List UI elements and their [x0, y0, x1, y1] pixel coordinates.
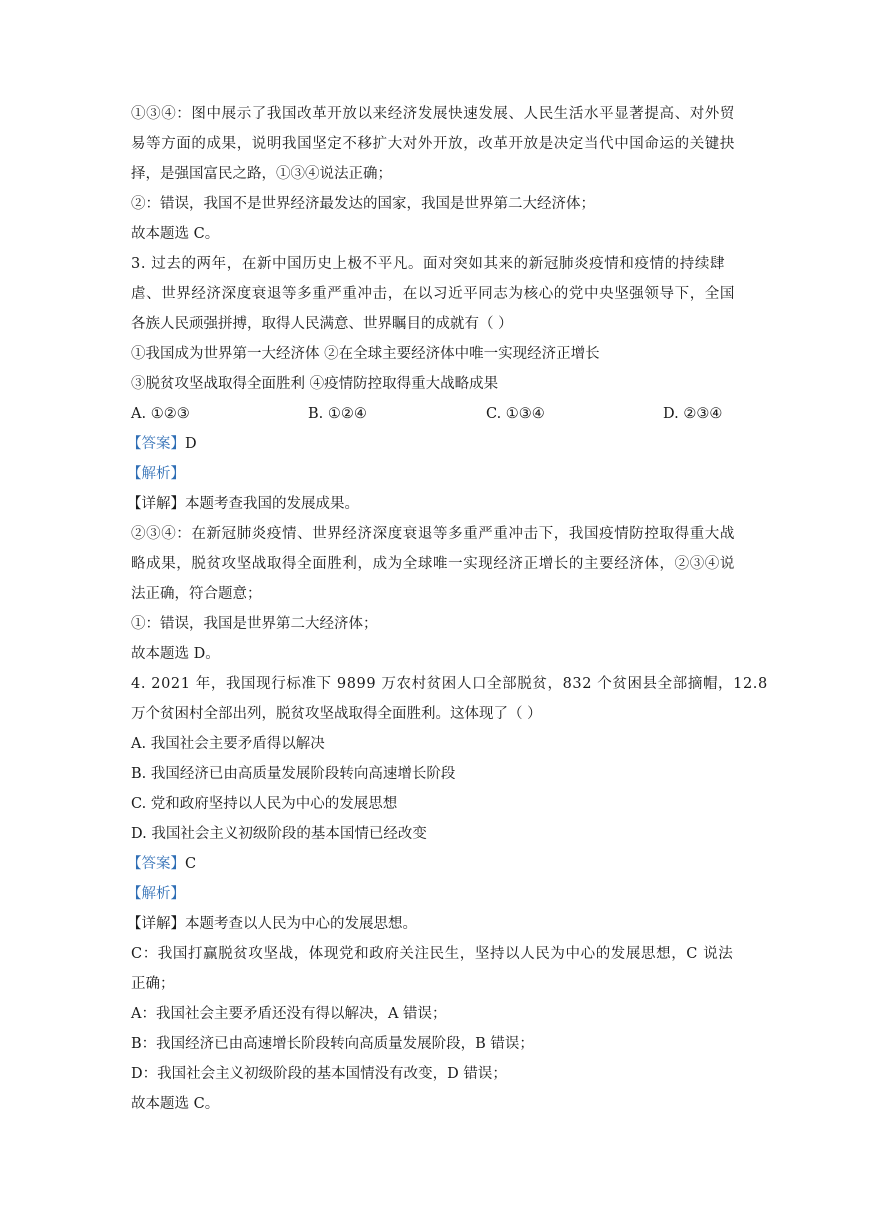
q3-analysis-tag: 【解析】	[127, 466, 185, 482]
q2-explanation-line: ②：错误，我国不是世界经济最发达的国家，我国是世界第二大经济体；	[131, 196, 595, 212]
detail-text: 本题考查我国的发展成果。	[185, 496, 359, 512]
q3-option-a: A. ①②③	[131, 406, 190, 422]
answer-value: C	[185, 856, 197, 872]
q4-option-b: B. 我国经济已由高质量发展阶段转向高速增长阶段	[131, 766, 456, 782]
q3-statement-line: ③脱贫攻坚战取得全面胜利 ④疫情防控取得重大战略成果	[131, 376, 499, 392]
detail-tag: 【详解】	[127, 496, 185, 512]
q4-stem-line: 万个贫困村全部出列，脱贫攻坚战取得全面胜利。这体现了（ ）	[131, 706, 542, 722]
q3-stem-line: 虐、世界经济深度衰退等多重严重冲击，在以习近平同志为核心的党中央坚强领导下，全国	[131, 286, 735, 302]
q3-answer	[127, 434, 197, 454]
answer-tag: 【答案】	[127, 436, 185, 452]
q4-option-a: A. 我国社会主要矛盾得以解决	[131, 736, 325, 752]
q4-option-c: C. 党和政府坚持以人民为中心的发展思想	[131, 796, 398, 812]
detail-text: 本题考查以人民为中心的发展思想。	[185, 916, 417, 932]
q3-option-b: B. ①②④	[308, 406, 367, 422]
q3-statement-line: ①我国成为世界第一大经济体 ②在全球主要经济体中唯一实现经济正增长	[131, 346, 600, 362]
q2-explanation-line: ①③④：图中展示了我国改革开放以来经济发展快速发展、人民生活水平显著提高、对外贸	[131, 106, 735, 122]
q4-explanation-line: B：我国经济已由高速增长阶段转向高质量发展阶段，B 错误；	[131, 1036, 534, 1052]
q3-stem-line: 各族人民顽强拼搏，取得人民满意、世界瞩目的成就有（ ）	[131, 316, 513, 332]
q4-explanation-line: 正确；	[131, 976, 175, 992]
q3-explanation-line: ①：错误，我国是世界第二大经济体；	[131, 616, 378, 632]
q3-explanation-line: 略成果，脱贫攻坚战取得全面胜利，成为全球唯一实现经济正增长的主要经济体，②③④说	[131, 556, 735, 572]
q4-answer	[127, 854, 196, 874]
q4-conclusion: 故本题选 C。	[131, 1096, 220, 1112]
q3-explanation-line: ②③④：在新冠肺炎疫情、世界经济深度衰退等多重严重冲击下，我国疫情防控取得重大战	[131, 526, 735, 542]
q3-stem-line: 3. 过去的两年，在新中国历史上极不平凡。面对突如其来的新冠肺炎疫情和疫情的持续肆	[131, 256, 726, 272]
q3-option-d: D. ②③④	[663, 406, 723, 422]
q4-detail	[127, 914, 417, 934]
q4-option-d: D. 我国社会主义初级阶段的基本国情已经改变	[131, 826, 427, 842]
q4-stem-line: 4. 2021 年，我国现行标准下 9899 万农村贫困人口全部脱贫，832 个贫困县全部摘帽，12.8	[131, 676, 768, 692]
answer-value: D	[185, 436, 197, 452]
q2-conclusion: 故本题选 C。	[131, 226, 220, 242]
q2-explanation-line: 择，是强国富民之路，①③④说法正确；	[131, 166, 392, 182]
detail-tag: 【详解】	[127, 916, 185, 932]
q3-explanation-line: 法正确，符合题意；	[131, 586, 262, 602]
q3-conclusion: 故本题选 D。	[131, 646, 220, 662]
q3-detail	[127, 494, 359, 514]
q2-explanation-line: 易等方面的成果，说明我国坚定不移扩大对外开放，改革开放是决定当代中国命运的关键抉	[131, 136, 735, 152]
q4-analysis-tag: 【解析】	[127, 886, 185, 902]
answer-tag: 【答案】	[127, 856, 185, 872]
q3-option-c: C. ①③④	[486, 406, 545, 422]
q4-explanation-line: C：我国打赢脱贫攻坚战，体现党和政府关注民生，坚持以人民为中心的发展思想，C 说法	[131, 946, 734, 962]
q4-explanation-line: A：我国社会主要矛盾还没有得以解决，A 错误；	[131, 1006, 447, 1022]
q4-explanation-line: D：我国社会主义初级阶段的基本国情没有改变，D 错误；	[131, 1066, 507, 1082]
